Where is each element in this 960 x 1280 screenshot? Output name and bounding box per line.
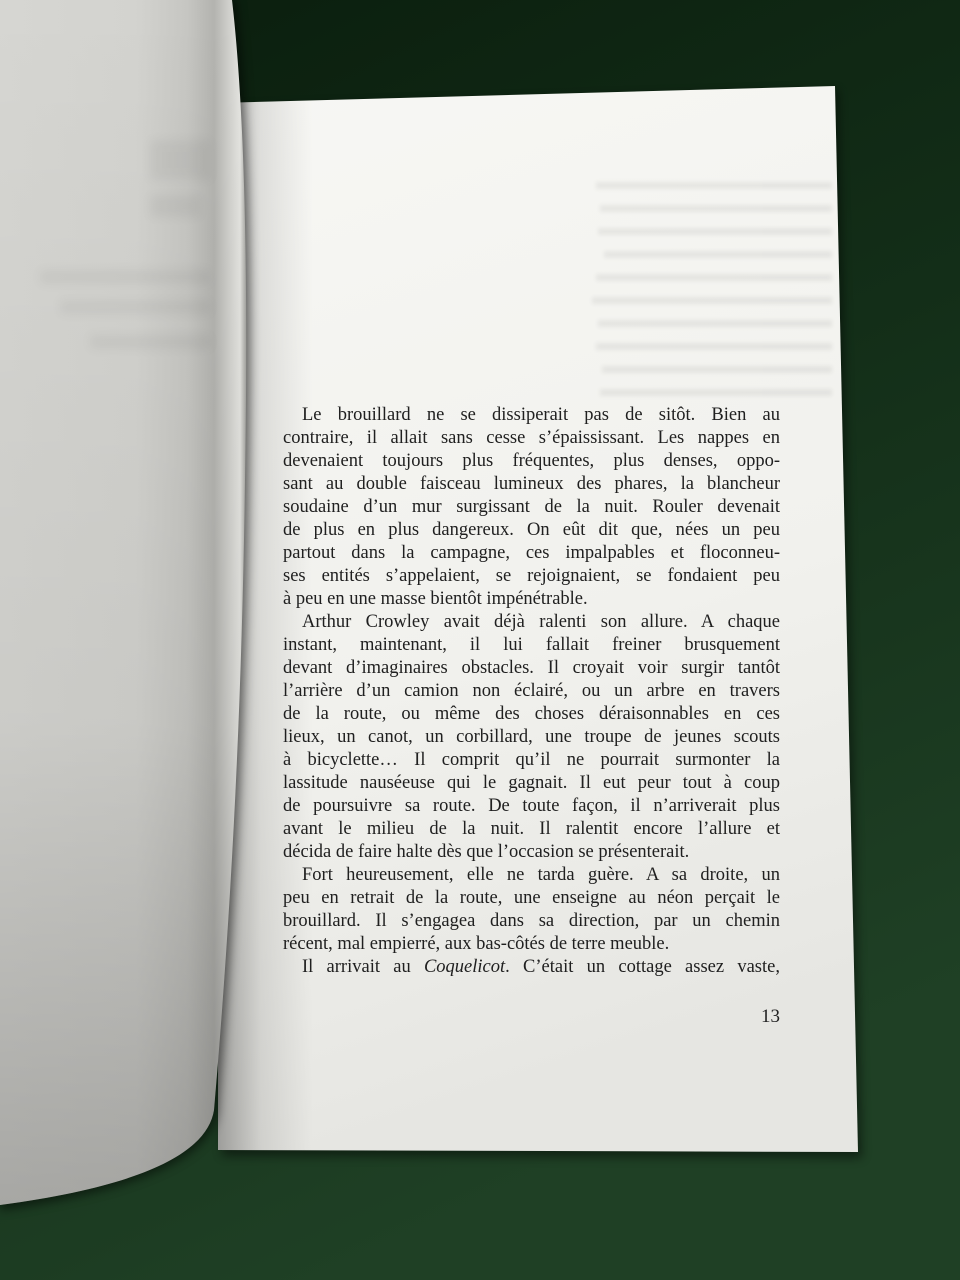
show-through-line — [592, 297, 832, 304]
show-through-line — [598, 320, 832, 327]
text-line: lieux, un canot, un corbillard, une troupe de jeunes scouts — [283, 727, 780, 747]
left-page-shading — [0, 0, 246, 1205]
text-line: ses entités s’appelaient, se rejoignaient, se fondaient peu — [283, 566, 780, 586]
show-through-line — [596, 274, 832, 281]
text-line: de poursuivre sa route. De toute façon, il n’arriverait plus — [283, 796, 780, 816]
text-line: devenaient toujours plus fréquentes, plus denses, oppo- — [283, 451, 780, 471]
paragraph — [283, 611, 780, 864]
text-line: peu en retrait de la route, une enseigne au néon perçait le — [283, 888, 780, 908]
text-line: Le brouillard ne se dissiperait pas de sitôt. Bien au — [302, 405, 780, 425]
text-line: décida de faire halte dès que l’occasion se présenterait. — [283, 842, 690, 862]
show-through-line — [596, 343, 832, 350]
text-line: sant au double faisceau lumineux des phares, la blancheur — [283, 474, 780, 494]
show-through-line — [596, 182, 832, 189]
text-line — [283, 956, 780, 979]
text-line: à bicyclette… Il comprit qu’il ne pourrait surmonter la — [283, 750, 780, 770]
show-through-mark — [150, 195, 200, 217]
text-line: Fort heureusement, elle ne tarda guère. A sa droite, un — [302, 865, 780, 885]
show-through-mark — [60, 300, 210, 314]
show-through-mark — [150, 140, 210, 180]
text-line: soudaine d’un mur surgissant de la nuit. Rouler devenait — [283, 497, 780, 517]
show-through-mark — [40, 270, 210, 284]
text-line: à peu en une masse bientôt impénétrable. — [283, 589, 588, 609]
text-line: lassitude nauséeuse qui le gagnait. Il eut peur tout à coup — [283, 773, 780, 793]
text-line: contraire, il allait sans cesse s’épaississant. Les nappes en — [283, 428, 780, 448]
text-line: partout dans la campagne, ces impalpables et floconneu- — [283, 543, 780, 563]
show-through-line — [598, 228, 832, 235]
text-line: récent, mal empierré, aux bas-côtés de terre meuble. — [283, 934, 670, 954]
text-line: Arthur Crowley avait déjà ralenti son allure. A chaque — [302, 612, 780, 632]
show-through-line — [604, 251, 832, 258]
show-through-line — [602, 366, 832, 373]
text-segment: . C’était un cottage assez vaste, — [505, 957, 780, 977]
text-line: avant le milieu de la nuit. Il ralentit encore l’allure et — [283, 819, 780, 839]
page-number: 13 — [761, 1006, 780, 1027]
text-line: instant, maintenant, il lui fallait freiner brusquement — [283, 635, 780, 655]
text-line: de la route, ou même des choses déraisonnables en ces — [283, 704, 780, 724]
paragraph — [283, 404, 780, 611]
paragraph — [283, 864, 780, 956]
text-segment: Il arrivait au — [302, 957, 424, 977]
page-body-text — [283, 404, 780, 979]
text-line: brouillard. Il s’engagea dans sa direction, par un chemin — [283, 911, 780, 931]
show-through-line — [600, 389, 832, 396]
text-line: l’arrière d’un camion non éclairé, ou un arbre en travers — [283, 681, 780, 701]
show-through-line — [600, 205, 832, 212]
italic-place-name: Coquelicot — [423, 957, 506, 977]
text-line: de plus en plus dangereux. On eût dit que, nées un peu — [283, 520, 780, 540]
show-through-mark — [90, 335, 210, 349]
paragraph — [283, 956, 780, 979]
text-line: devant d’imaginaires obstacles. Il croyait voir surgir tantôt — [283, 658, 780, 678]
